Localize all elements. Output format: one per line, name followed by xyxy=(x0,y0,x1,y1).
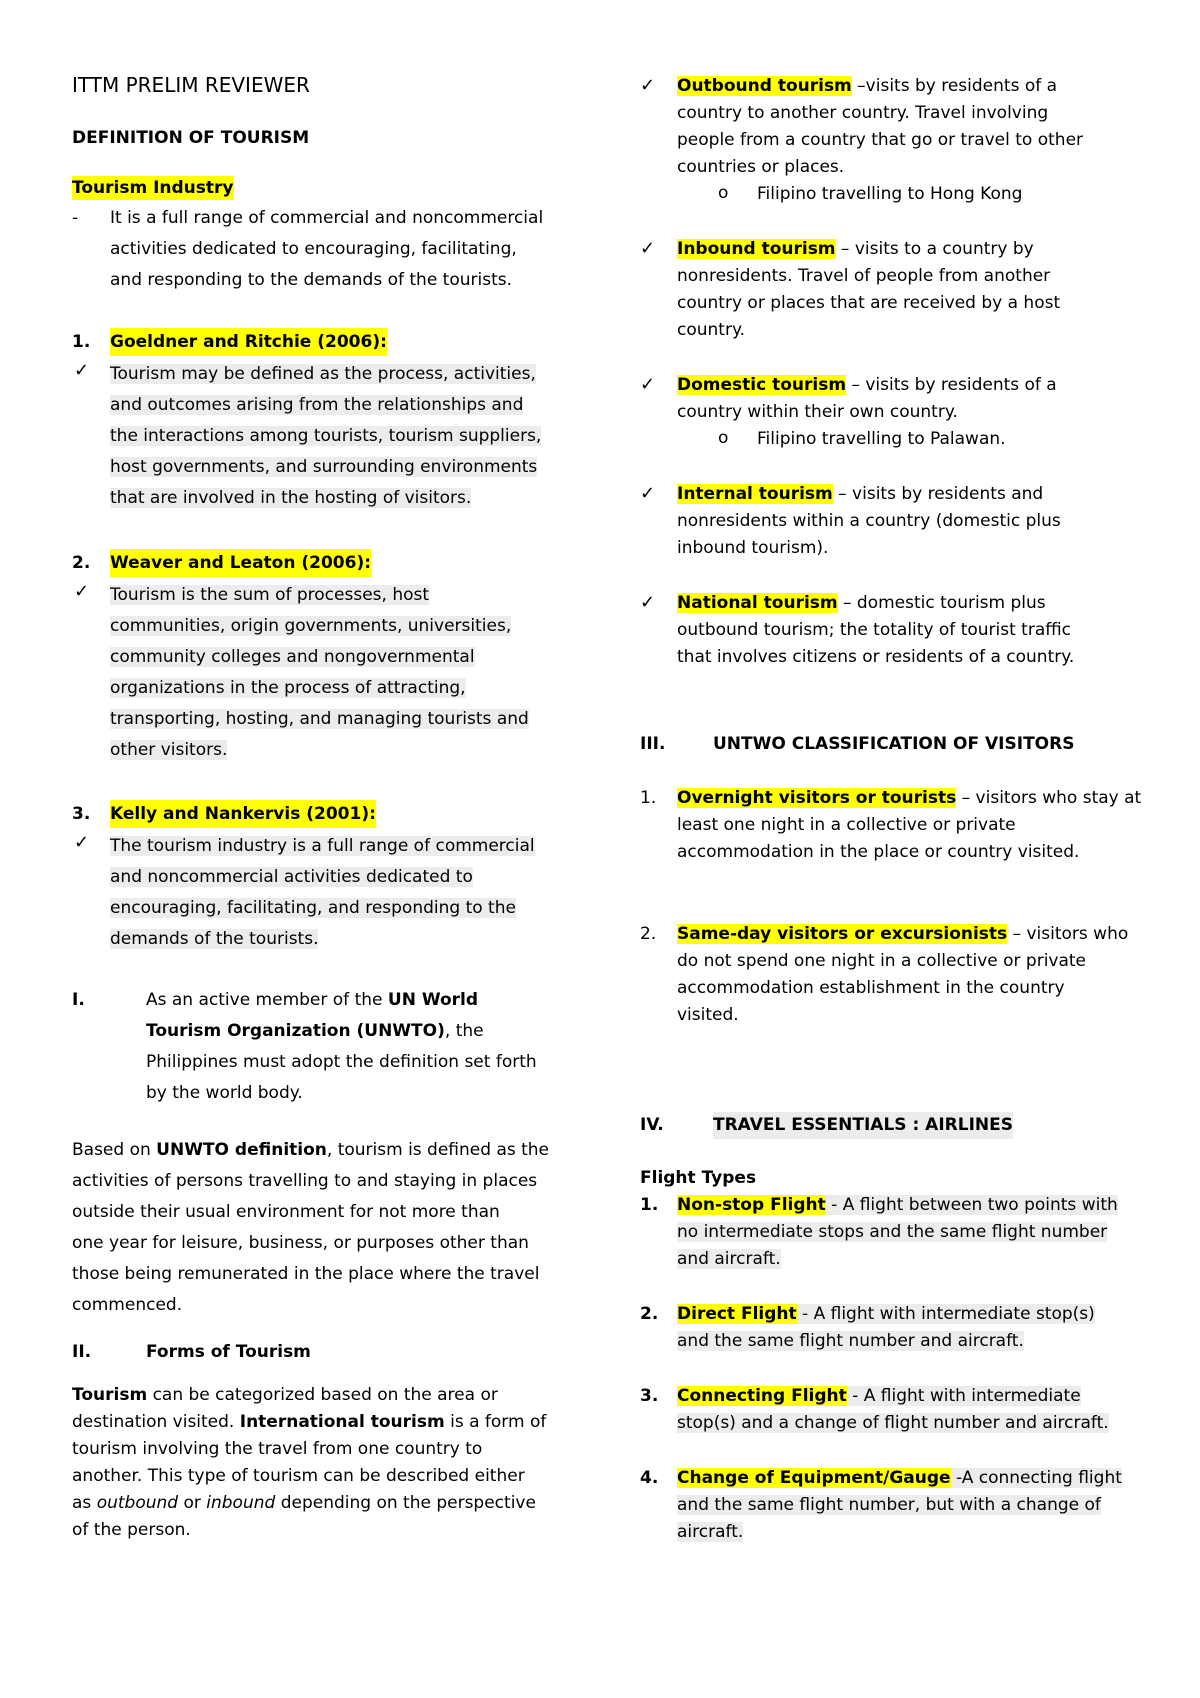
g-line-4: host governments, and surrounding environments xyxy=(110,457,538,477)
same-day-number: 2. xyxy=(640,924,657,944)
ti-line-3: and responding to the demands of the tourists. xyxy=(110,270,513,290)
internal-term: Internal tourism xyxy=(677,484,833,504)
forms-l4: another. This type of tourism can be described either xyxy=(72,1466,525,1486)
change-equipment-line-2: and the same flight number, but with a change of xyxy=(677,1495,1101,1515)
direct-number: 2. xyxy=(640,1304,659,1324)
outbound-term: Outbound tourism xyxy=(677,76,852,96)
forms-paragraph xyxy=(72,1382,546,1544)
national-line-2: outbound tourism; the totality of tourist traffic xyxy=(677,620,1072,640)
tourism-industry-text xyxy=(110,203,543,296)
based-c: , tourism is defined as the xyxy=(326,1140,550,1160)
goeldner-number: 1. xyxy=(72,332,91,352)
forms-b: can be categorized based on the area or xyxy=(147,1385,498,1405)
section-iii-number: III. xyxy=(640,734,666,754)
weaver-number: 2. xyxy=(72,553,91,573)
section-ii-number: II. xyxy=(72,1342,92,1362)
ti-line-1: It is a full range of commercial and noncommercial xyxy=(110,208,544,228)
inbound-line-2: nonresidents. Travel of people from another xyxy=(677,266,1051,286)
overnight-line-3: accommodation in the place or country visited. xyxy=(677,842,1080,862)
goeldner-heading: Goeldner and Ritchie (2006): xyxy=(110,328,387,356)
change-equipment-line-3: aircraft. xyxy=(677,1522,744,1542)
g-line-2: and outcomes arising from the relationships and xyxy=(110,395,524,415)
based-line-3: one year for leisure, business, or purposes other than xyxy=(72,1233,529,1253)
overnight-term: Overnight visitors or tourists xyxy=(677,788,957,808)
connecting-number: 3. xyxy=(640,1386,659,1406)
checkmark-icon: ✓ xyxy=(74,832,90,853)
based-line-5: commenced. xyxy=(72,1295,183,1315)
ti-line-2: activities dedicated to encouraging, facilitating, xyxy=(110,239,517,259)
outbound-l1: –visits by residents of a xyxy=(851,76,1058,96)
outbound-example: Filipino travelling to Hong Kong xyxy=(757,184,1023,204)
non-stop-term: Non-stop Flight xyxy=(677,1195,826,1215)
forms-l5a: as xyxy=(72,1493,97,1513)
national-text xyxy=(677,590,1074,671)
same-day-term: Same-day visitors or excursionists xyxy=(677,924,1008,944)
overnight-text xyxy=(677,785,1141,866)
forms-l5b: outbound xyxy=(96,1493,179,1513)
internal-l1: – visits by residents and xyxy=(832,484,1044,504)
forms-e: is a form of xyxy=(444,1412,547,1432)
connecting-text xyxy=(677,1383,1109,1437)
weaver-text xyxy=(110,580,529,766)
inbound-term: Inbound tourism xyxy=(677,239,836,259)
same-day-line-4: visited. xyxy=(677,1005,739,1025)
section-iii-title: UNTWO CLASSIFICATION OF VISITORS xyxy=(713,734,1075,754)
checkmark-icon: ✓ xyxy=(74,581,90,602)
direct-text xyxy=(677,1301,1095,1355)
connecting-l2: stop(s) and a change of flight number and aircraft. xyxy=(677,1413,1109,1433)
sec1-l1a: As an active member of the xyxy=(146,990,388,1010)
overnight-line-2: least one night in a collective or private xyxy=(677,815,1016,835)
checkmark-icon: ✓ xyxy=(640,75,656,96)
g-line-1: Tourism may be defined as the process, activities, xyxy=(110,364,536,384)
inbound-line-4: country. xyxy=(677,320,745,340)
tourism-industry-dash: - xyxy=(72,208,79,228)
flight-types-heading: Flight Types xyxy=(640,1168,757,1188)
k-line-1: The tourism industry is a full range of commercial xyxy=(110,836,535,856)
sec1-l3: Philippines must adopt the definition set forth xyxy=(146,1052,537,1072)
domestic-term: Domestic tourism xyxy=(677,375,847,395)
connecting-l1: - A flight with intermediate xyxy=(846,1386,1081,1406)
domestic-text xyxy=(677,372,1057,426)
same-day-line-3: accommodation establishment in the country xyxy=(677,978,1065,998)
forms-l5c: or xyxy=(178,1493,207,1513)
w-line-6: other visitors. xyxy=(110,740,228,760)
change-equipment-term: Change of Equipment/Gauge xyxy=(677,1468,951,1488)
non-stop-line-3: and aircraft. xyxy=(677,1249,781,1269)
definition-heading: DEFINITION OF TOURISM xyxy=(72,128,310,148)
section-iv-title: TRAVEL ESSENTIALS : AIRLINES xyxy=(713,1112,1013,1139)
weaver-heading: Weaver and Leaton (2006): xyxy=(110,549,371,577)
based-line-4: those being remunerated in the place where the travel xyxy=(72,1264,540,1284)
direct-l1: - A flight with intermediate stop(s) xyxy=(796,1304,1095,1324)
forms-a: Tourism xyxy=(72,1385,148,1405)
inbound-text xyxy=(677,236,1060,344)
unwto-definition-paragraph xyxy=(72,1135,549,1321)
connecting-term: Connecting Flight xyxy=(677,1386,847,1406)
non-stop-line-2: no intermediate stops and the same flight number xyxy=(677,1222,1108,1242)
national-term: National tourism xyxy=(677,593,838,613)
change-equipment-l1: -A connecting flight xyxy=(950,1468,1122,1488)
change-equipment-number: 4. xyxy=(640,1468,659,1488)
outbound-line-2: country to another country. Travel involving xyxy=(677,103,1049,123)
k-line-4: demands of the tourists. xyxy=(110,929,319,949)
g-line-3: the interactions among tourists, tourism suppliers, xyxy=(110,426,542,446)
inbound-line-3: country or places that are received by a host xyxy=(677,293,1061,313)
non-stop-number: 1. xyxy=(640,1195,659,1215)
change-equipment-text xyxy=(677,1465,1122,1546)
forms-d: International tourism xyxy=(239,1412,445,1432)
kelly-heading: Kelly and Nankervis (2001): xyxy=(110,800,376,828)
w-line-1: Tourism is the sum of processes, host xyxy=(110,585,430,605)
internal-line-3: inbound tourism). xyxy=(677,538,829,558)
w-line-5: transporting, hosting, and managing tourists and xyxy=(110,709,529,729)
checkmark-icon: ✓ xyxy=(640,238,656,259)
checkmark-icon: ✓ xyxy=(640,374,656,395)
national-line-3: that involves citizens or residents of a country. xyxy=(677,647,1075,667)
forms-l5e: depending on the perspective xyxy=(275,1493,536,1513)
sec1-l1b: UN World xyxy=(387,990,479,1010)
same-day-text xyxy=(677,921,1128,1029)
outbound-line-3: people from a country that go or travel to other xyxy=(677,130,1084,150)
circle-bullet-icon: o xyxy=(718,183,729,203)
kelly-text xyxy=(110,831,535,955)
outbound-line-4: countries or places. xyxy=(677,157,845,177)
k-line-2: and noncommercial activities dedicated to xyxy=(110,867,473,887)
internal-text xyxy=(677,481,1061,562)
section-i-number: I. xyxy=(72,990,85,1010)
domestic-example: Filipino travelling to Palawan. xyxy=(757,429,1006,449)
overnight-l1: – visitors who stay at xyxy=(956,788,1142,808)
inbound-l1: – visits to a country by xyxy=(835,239,1034,259)
checkmark-icon: ✓ xyxy=(640,483,656,504)
w-line-3: community colleges and nongovernmental xyxy=(110,647,475,667)
section-i-text xyxy=(146,985,537,1109)
sec1-l2b: , the xyxy=(444,1021,484,1041)
domestic-l2: country within their own country. xyxy=(677,402,958,422)
goeldner-text xyxy=(110,359,541,514)
g-line-5: that are involved in the hosting of visitors. xyxy=(110,488,472,508)
national-l1: – domestic tourism plus xyxy=(837,593,1046,613)
w-line-2: communities, origin governments, universities, xyxy=(110,616,512,636)
based-a: Based on xyxy=(72,1140,157,1160)
checkmark-icon: ✓ xyxy=(74,360,90,381)
based-line-2: outside their usual environment for not more than xyxy=(72,1202,500,1222)
document-title: ITTM PRELIM REVIEWER xyxy=(72,73,310,97)
non-stop-text xyxy=(677,1192,1118,1273)
section-ii-title: Forms of Tourism xyxy=(146,1342,311,1362)
forms-l6: of the person. xyxy=(72,1520,191,1540)
forms-c: destination visited. xyxy=(72,1412,240,1432)
k-line-3: encouraging, facilitating, and responding to the xyxy=(110,898,516,918)
non-stop-l1: - A flight between two points with xyxy=(825,1195,1118,1215)
tourism-industry-heading: Tourism Industry xyxy=(72,178,234,198)
outbound-text xyxy=(677,73,1083,181)
circle-bullet-icon: o xyxy=(718,428,729,448)
checkmark-icon: ✓ xyxy=(640,592,656,613)
direct-term: Direct Flight xyxy=(677,1304,797,1324)
same-day-line-2: do not spend one night in a collective or private xyxy=(677,951,1087,971)
same-day-l1: – visitors who xyxy=(1007,924,1129,944)
sec1-l2a: Tourism Organization (UNWTO) xyxy=(146,1021,445,1041)
forms-l5d: inbound xyxy=(206,1493,276,1513)
sec1-l4: by the world body. xyxy=(146,1083,303,1103)
based-line-1: activities of persons travelling to and staying in places xyxy=(72,1171,538,1191)
section-iv-number: IV. xyxy=(640,1115,664,1135)
domestic-l1: – visits by residents of a xyxy=(846,375,1057,395)
based-b: UNWTO definition xyxy=(156,1140,327,1160)
direct-l2: and the same flight number and aircraft. xyxy=(677,1331,1024,1351)
w-line-4: organizations in the process of attracting, xyxy=(110,678,466,698)
forms-l3: tourism involving the travel from one country to xyxy=(72,1439,483,1459)
internal-line-2: nonresidents within a country (domestic plus xyxy=(677,511,1061,531)
overnight-number: 1. xyxy=(640,788,657,808)
kelly-number: 3. xyxy=(72,804,91,824)
